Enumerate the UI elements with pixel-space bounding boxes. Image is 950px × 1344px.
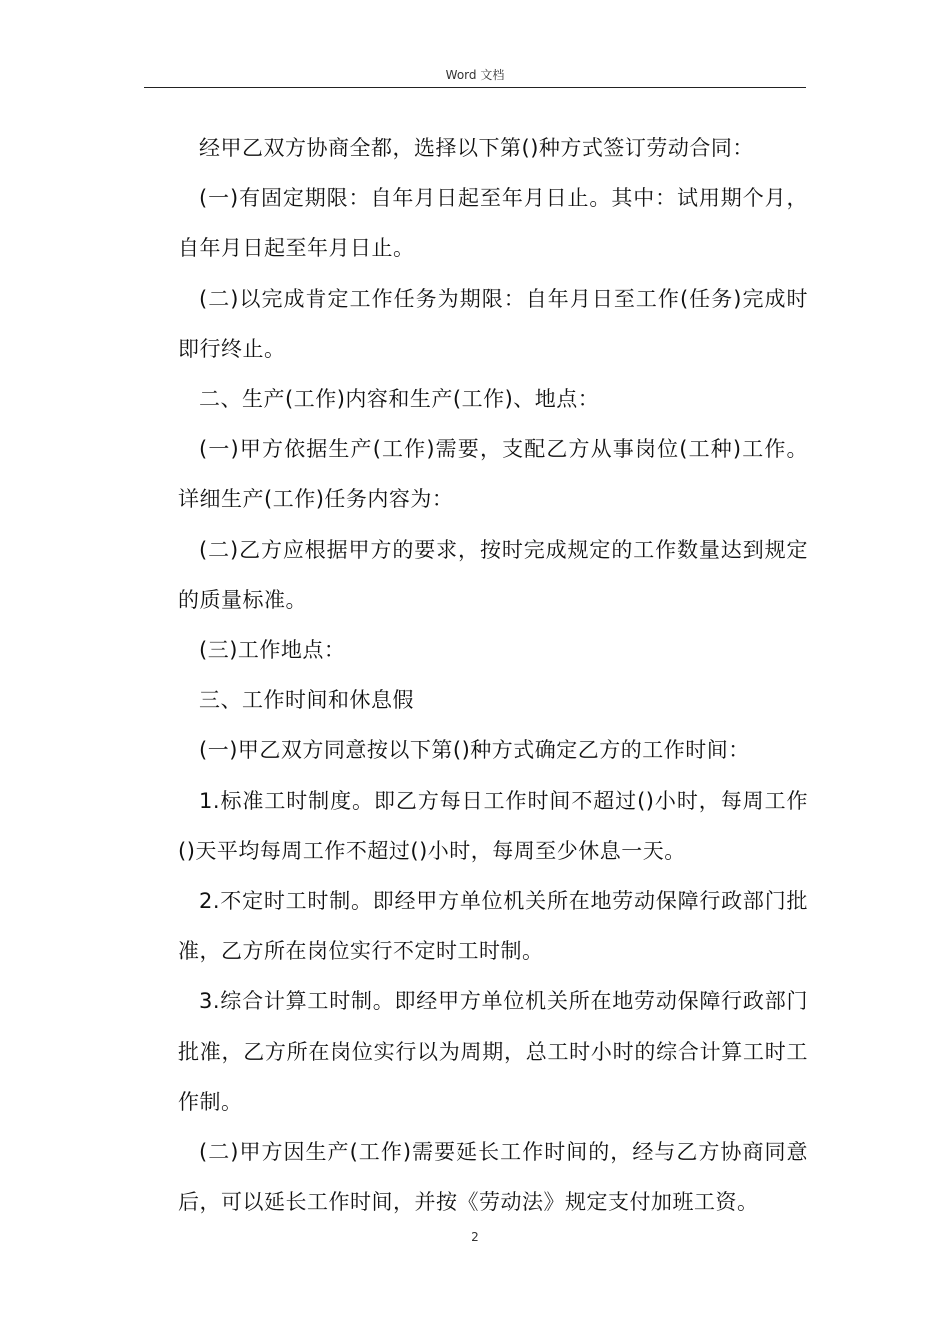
section-heading-work-hours: 三、工作时间和休息假 <box>199 688 414 713</box>
page-header: Word 文档 <box>445 68 505 82</box>
paragraph-work-hours-method: (一)甲乙双方同意按以下第()种方式确定乙方的工作时间： <box>199 738 750 763</box>
page-number: 2 <box>471 1230 479 1244</box>
paragraph-fixed-term: (一)有固定期限：自年月日起至年月日止。其中：试用期个月，自年月日起至年月日止。 <box>178 186 808 261</box>
document-body <box>178 123 808 1227</box>
paragraph-standard-hours: 1.标准工时制度。即乙方每日工作时间不超过()小时，每周工作()天平均每周工作不超过()小时，每周至少休息一天。 <box>178 788 808 863</box>
paragraph-contract-type-intro: 经甲乙双方协商全都，选择以下第()种方式签订劳动合同： <box>199 136 754 160</box>
paragraph-overtime: (二)甲方因生产(工作)需要延长工作时间的，经与乙方协商同意后，可以延长工作时间，并按《劳动法》规定支付加班工资。 <box>178 1140 808 1215</box>
section-heading-work-content: 二、生产(工作)内容和生产(工作)、地点： <box>199 387 600 412</box>
paragraph-task-term: (二)以完成肯定工作任务为期限：自年月日至工作(任务)完成时即行终止。 <box>178 286 808 361</box>
paragraph-job-assignment: (一)甲方依据生产(工作)需要，支配乙方从事岗位(工种)工作。详细生产(工作)任务内容为： <box>178 437 808 512</box>
header-divider <box>144 87 806 88</box>
paragraph-work-requirements: (二)乙方应根据甲方的要求，按时完成规定的工作数量达到规定的质量标准。 <box>178 537 808 612</box>
paragraph-flexible-hours: 2.不定时工时制。即经甲方单位机关所在地劳动保障行政部门批准，乙方所在岗位实行不定时工时制。 <box>178 889 808 964</box>
paragraph-comprehensive-hours: 3.综合计算工时制。即经甲方单位机关所在地劳动保障行政部门批准，乙方所在岗位实行以为周期，总工时小时的综合计算工时工作制。 <box>178 989 808 1114</box>
paragraph-work-location: (三)工作地点： <box>199 638 346 663</box>
